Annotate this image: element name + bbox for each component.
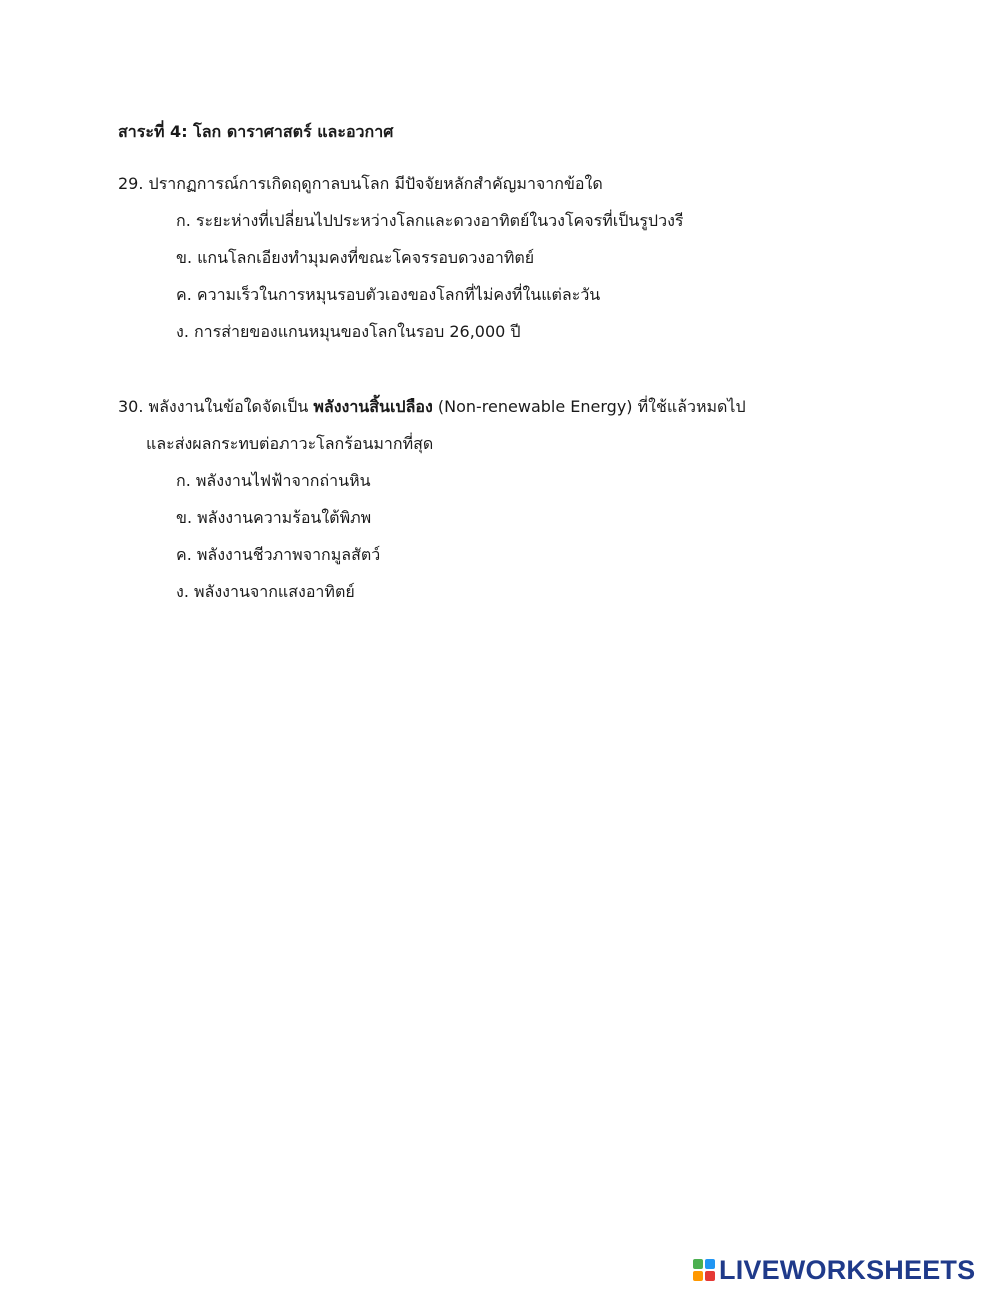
- question-30-prompt-line2: และส่งผลกระทบต่อภาวะโลกร้อนมากที่สุด: [146, 434, 434, 453]
- question-30-choice-d: ง. พลังงานจากแสงอาทิตย์: [176, 582, 355, 601]
- question-30-prompt-start: 30. พลังงานในข้อใดจัดเป็น: [118, 397, 314, 416]
- logo-square-blue: [705, 1259, 715, 1269]
- question-30-prompt-end: (Non-renewable Energy) ที่ใช้แล้วหมดไป: [432, 397, 746, 416]
- question-30-prompt: [118, 396, 746, 418]
- logo-square-orange: [693, 1271, 703, 1281]
- question-30-prompt-emphasis: พลังงานสิ้นเปลือง: [313, 397, 433, 416]
- question-29-choice-d: ง. การส่ายของแกนหมุนของโลกในรอบ 26,000 ปี: [176, 322, 521, 341]
- question-29-choice-a: ก. ระยะห่างที่เปลี่ยนไปประหว่างโลกและดวงอาทิตย์ในวงโคจรที่เป็นรูปวงรี: [176, 211, 684, 230]
- liveworksheets-logo: [693, 1256, 975, 1284]
- question-30-choice-b: ข. พลังงานความร้อนใต้พิภพ: [176, 508, 372, 527]
- logo-square-red: [705, 1271, 715, 1281]
- liveworksheets-logo-icon: [693, 1259, 715, 1281]
- question-30-choice-a: ก. พลังงานไฟฟ้าจากถ่านหิน: [176, 471, 371, 490]
- logo-text: LIVEWORKSHEETS: [719, 1254, 976, 1285]
- logo-square-green: [693, 1259, 703, 1269]
- question-29-choice-c: ค. ความเร็วในการหมุนรอบตัวเองของโลกที่ไม่คงที่ในแต่ละวัน: [176, 285, 601, 304]
- question-30-choice-c: ค. พลังงานชีวภาพจากมูลสัตว์: [176, 545, 381, 564]
- question-29-choice-b: ข. แกนโลกเอียงทำมุมคงที่ขณะโคจรรอบดวงอาทิตย์: [176, 248, 535, 267]
- section-heading: สาระที่ 4: โลก ดาราศาสตร์ และอวกาศ: [118, 122, 394, 141]
- question-29-prompt: 29. ปรากฏการณ์การเกิดฤดูกาลบนโลก มีปัจจัยหลักสำคัญมาจากข้อใด: [118, 174, 603, 193]
